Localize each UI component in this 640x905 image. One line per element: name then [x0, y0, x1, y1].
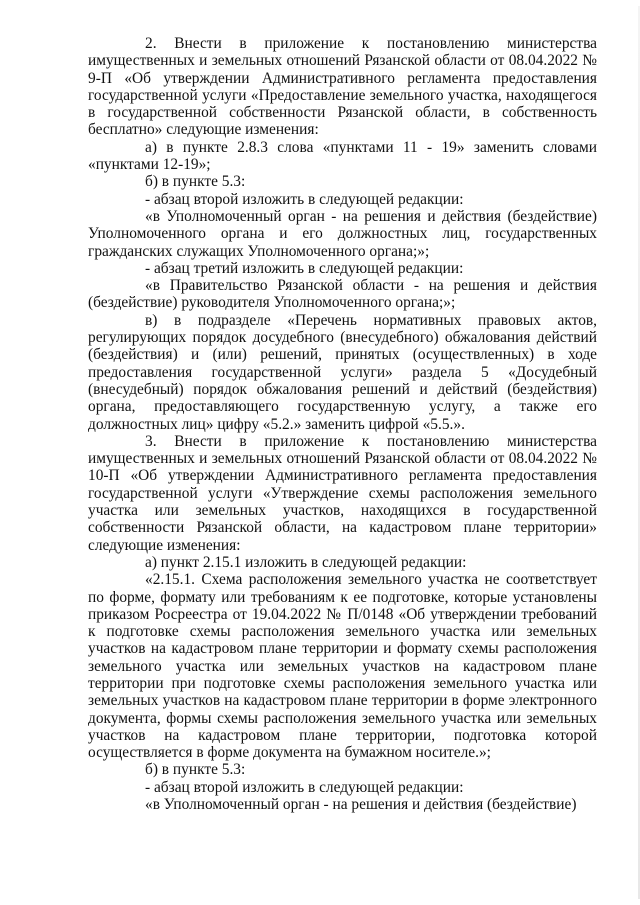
paragraph-quote-authority-2: «в Уполномоченный орган - на решения и действия (бездействие) [145, 796, 577, 814]
paragraph-item-3: 3. Внести в приложение к постановлению министерства имущественных и земельных отношений Рязанской области от 08.04.2022 № 10-П «Об утверждении Административного регламента предоставления государственной услуги «Утверждение схемы расположения земельного участка или земельных участков, находящихся в государственной собственности Рязанской области, на кадастровом плане территории» следующие изменения: [88, 432, 597, 554]
paragraph-subitem-b: б) в пункте 5.3: [145, 173, 246, 191]
paragraph-abzac-second-2: - абзац второй изложить в следующей редакции: [145, 778, 464, 796]
paragraph-abzac-third: - абзац третий изложить в следующей редакции: [145, 259, 464, 277]
paragraph-subitem-b-2: б) в пункте 5.3: [145, 761, 246, 779]
paragraph-subitem-a: а) в пункте 2.8.3 слова «пунктами 11 - 19» заменить словами «пунктами 12-19»; [88, 138, 597, 174]
paragraph-subitem-v: в) в подразделе «Перечень нормативных правовых актов, регулирующих порядок досудебного (внесудебного) обжалования действий (бездействия) и (или) решений, принятых (осуществленных) в ходе предоставления государственной услуги» раздела 5 «Досудебный (внесудебный) порядок обжалования решений и действий (бездействия) органа, предоставляющего государственную услугу, а также его должностных лиц» цифру «5.2.» заменить цифрой «5.5.». [88, 311, 597, 433]
paragraph-quote-government: «в Правительство Рязанской области - на решения и действия (бездействие) руководителя Уполномоченного органа;»; [88, 277, 597, 312]
paragraph-quote-2-15-1: «2.15.1. Схема расположения земельного участка не соответствует по форме, формату или требованиям к ее подготовке, которые установлены приказом Росреестра от 19.04.2022 № П/0148 «Об утверждении требований к подготовке схемы расположения земельного участка или земельных участков на кадастровом плане территории и формату схемы расположения земельного участка или земельных участков на кадастровом плане территории при подготовке схемы расположения земельного участка или земельных участков на кадастровом плане территории в форме электронного документа, формы схемы расположения земельного участка или земельных участков на кадастровом плане территории, подготовка которой осуществляется в форме документа на бумажном носителе.»; [88, 571, 597, 762]
paragraph-quote-authority: «в Уполномоченный орган - на решения и действия (бездействие) Уполномоченного органа и его должностных лиц, государственных гражданских служащих Уполномоченного органа;»; [88, 207, 597, 260]
paragraph-item-2: 2. Внести в приложение к постановлению министерства имущественных и земельных отношений Рязанской области от 08.04.2022 № 9-П «Об утверждении Административного регламента предоставления государственной услуги «Предоставление земельного участка, находящегося в государственной собственности Рязанской области, в собственность бесплатно» следующие изменения: [88, 35, 597, 139]
paragraph-subitem-a-2: а) пункт 2.15.1 изложить в следующей редакции: [145, 553, 467, 571]
document-page [88, 35, 597, 813]
paragraph-abzac-second: - абзац второй изложить в следующей редакции: [145, 190, 464, 208]
